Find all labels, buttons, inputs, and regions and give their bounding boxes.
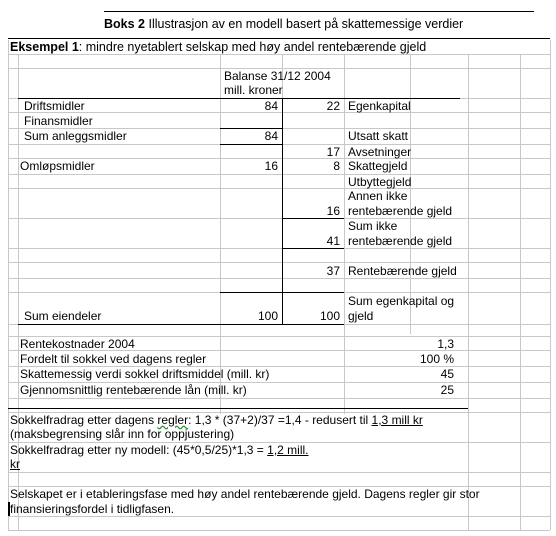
asset-label: Omløpsmidler bbox=[20, 159, 95, 173]
calc-current-result: 1,3 mill kr bbox=[371, 413, 423, 427]
example-heading-bold: Eksempel 1 bbox=[10, 40, 79, 54]
fact-value: 1,3 bbox=[437, 337, 454, 351]
liability-label-line1: Annen ikke bbox=[348, 189, 408, 203]
liability-value: 41 bbox=[326, 234, 340, 248]
calc-current-line1 bbox=[10, 413, 423, 427]
example-top-rule bbox=[8, 38, 550, 39]
calc-new-prefix: Sokkelfradrag etter ny modell: (45*0,5/25)*1,3 = bbox=[10, 443, 268, 457]
box-title-bold: Boks 2 bbox=[104, 17, 145, 31]
asset-label: Sum anleggsmidler bbox=[24, 129, 127, 143]
asset-value: 16 bbox=[264, 159, 278, 173]
fact-value: 100 % bbox=[419, 352, 454, 366]
calc-current-line2: (maksbegrensing slår inn for oppjustering) bbox=[10, 427, 235, 441]
asset-value: 84 bbox=[264, 99, 278, 113]
calc-new-line2 bbox=[10, 457, 20, 471]
liability-value: 17 bbox=[326, 145, 340, 159]
liability-value: 22 bbox=[326, 99, 340, 113]
balance-header-line2: mill. kroner bbox=[224, 83, 283, 97]
balance-header-line1: Balanse 31/12 2004 bbox=[224, 69, 331, 83]
fact-value: 45 bbox=[440, 367, 454, 381]
calc-current-middle: : 1,3 * (37+2)/37 =1,4 - redusert til bbox=[188, 413, 372, 427]
liability-label: Avsetninger bbox=[348, 145, 412, 159]
fact-label: Skattemessig verdi sokkel driftsmiddel (mill. kr) bbox=[20, 367, 270, 381]
asset-label: Driftsmidler bbox=[24, 99, 85, 113]
conclusion-line1: Selskapet er i etableringsfase med høy andel rentebærende gjeld. Dagens regler gir stor bbox=[10, 487, 480, 501]
fact-label: Fordelt til sokkel ved dagens regler bbox=[20, 352, 207, 366]
liability-value: 16 bbox=[326, 204, 340, 218]
liability-label: Egenkapital bbox=[348, 99, 411, 113]
liability-label: Skattegjeld bbox=[348, 159, 408, 173]
asset-value: 84 bbox=[264, 129, 278, 143]
calc-new-line1 bbox=[10, 443, 309, 457]
box-title bbox=[104, 17, 463, 31]
liability-label-line2: rentebærende gjeld bbox=[348, 234, 453, 248]
box-title-text: Illustrasjon av en modell basert på skattemessige verdier bbox=[145, 17, 464, 31]
conclusion-line2: finansieringsfordel i tidligfasen. bbox=[10, 502, 175, 516]
fact-value: 25 bbox=[440, 383, 454, 397]
liability-label: Rentebærende gjeld bbox=[348, 264, 457, 278]
asset-label: Sum eiendeler bbox=[24, 309, 102, 323]
calc-new-result: 1,2 mill. bbox=[267, 443, 309, 457]
calc-new-unit: kr bbox=[10, 457, 20, 471]
asset-label: Finansmidler bbox=[24, 114, 93, 128]
text-cursor[interactable] bbox=[8, 502, 10, 516]
title-rule bbox=[104, 11, 534, 12]
calc-current-word: regler bbox=[157, 413, 189, 427]
liability-label-line2: gjeld bbox=[348, 309, 374, 323]
liability-value: 100 bbox=[319, 309, 340, 323]
example-heading-text: : mindre nyetablert selskap med høy andel rentebærende gjeld bbox=[78, 40, 427, 54]
liability-label-line1: Sum egenkapital og bbox=[348, 294, 455, 308]
asset-value: 100 bbox=[257, 309, 278, 323]
liability-label: Utbyttegjeld bbox=[348, 175, 412, 189]
balance-divider bbox=[282, 98, 283, 324]
fact-label: Gjennomsnittlig rentebærende lån (mill. kr) bbox=[20, 383, 247, 397]
liability-label-line1: Sum ikke bbox=[348, 219, 398, 233]
fact-label: Rentekostnader 2004 bbox=[20, 337, 135, 351]
liability-value: 37 bbox=[326, 264, 340, 278]
example-heading bbox=[10, 40, 426, 54]
liability-label-line2: rentebærende gjeld bbox=[348, 204, 453, 218]
liability-value: 8 bbox=[333, 159, 340, 173]
calc-current-prefix: Sokkelfradrag etter dagens bbox=[10, 413, 158, 427]
liability-label: Utsatt skatt bbox=[348, 129, 409, 143]
